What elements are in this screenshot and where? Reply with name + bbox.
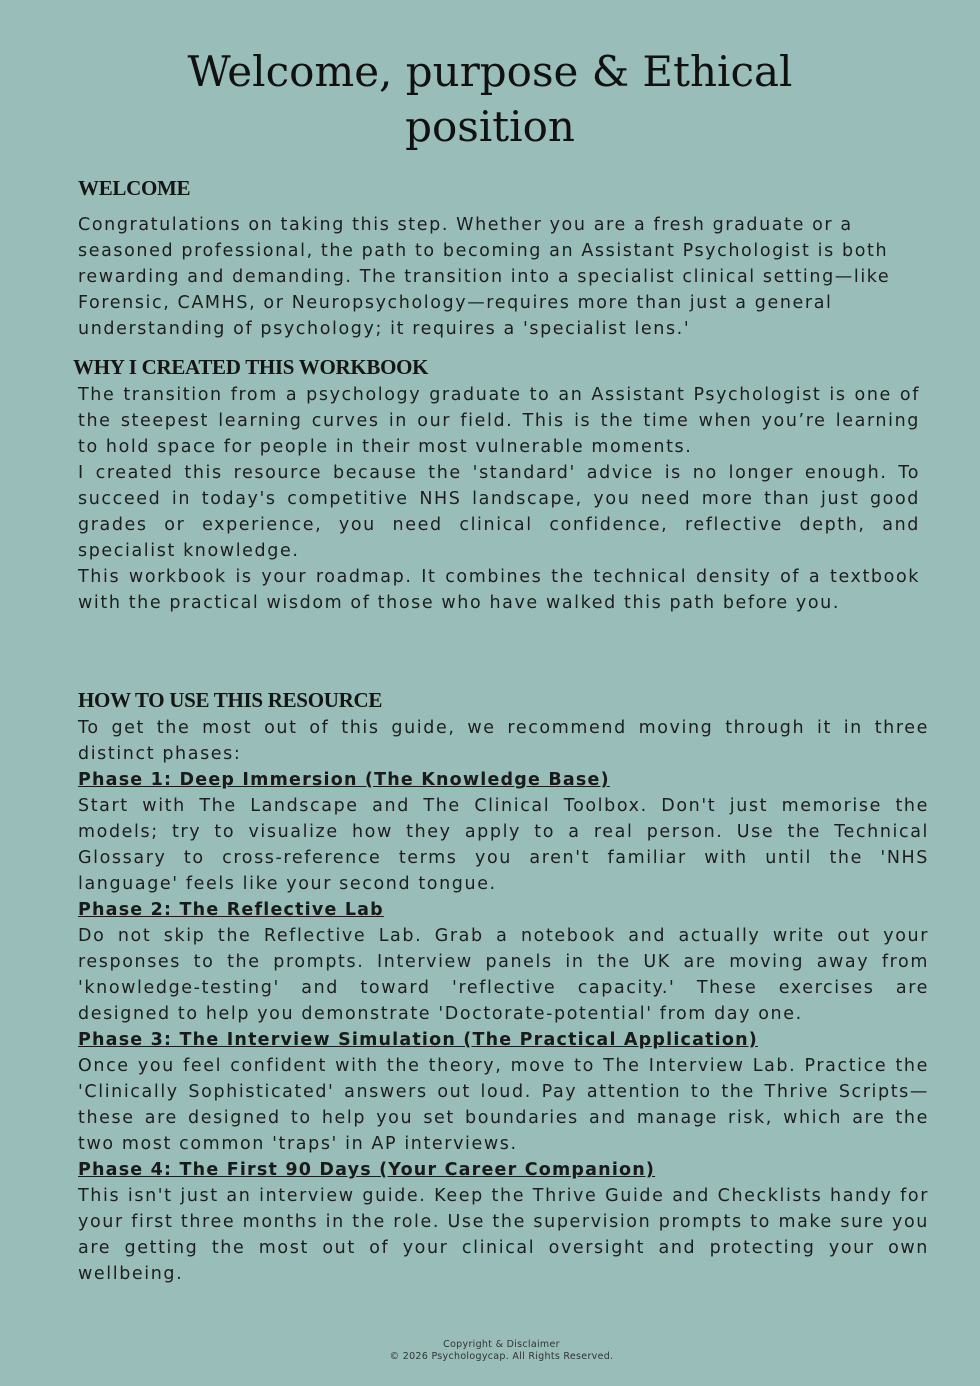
why-paragraph-3: This workbook is your roadmap. It combines the technical density of a textbook with the practical wisdom of those who have walked this path before you.	[78, 567, 920, 613]
phase-2-text: Do not skip the Reflective Lab. Grab a notebook and actually write out your responses to the prompts. Interview panels in the UK are moving away from 'knowledge-testing' and toward 'reflective capacity.' These exercises are designed to help you demonstrate 'Doctorate-potential' from day one.	[78, 926, 929, 1024]
phase-1-heading: Phase 1: Deep Immersion (The Knowledge Base)	[78, 770, 610, 790]
why-paragraph-1: The transition from a psychology graduate to an Assistant Psychologist is one of the steepest learning curves in our field. This is the time when you’re learning to hold space for people in their most vulnerable moments.	[78, 385, 920, 457]
page-title-line-1: Welcome, purpose & Ethical	[187, 47, 793, 96]
how-section-body	[78, 715, 929, 1287]
phase-4-text: This isn't just an interview guide. Keep the Thrive Guide and Checklists handy for your first three months in the role. Use the supervision prompts to make sure you are getting the most out of your clinical oversight and protecting your own wellbeing.	[78, 1186, 929, 1284]
phase-3-text: Once you feel confident with the theory, move to The Interview Lab. Practice the 'Clinically Sophisticated' answers out loud. Pay attention to the Thrive Scripts—these are designed to help you set boundaries and manage risk, which are the two most common 'traps' in AP interviews.	[78, 1056, 929, 1154]
phase-3-heading: Phase 3: The Interview Simulation (The Practical Application)	[78, 1030, 758, 1050]
why-paragraph-2: I created this resource because the 'standard' advice is no longer enough. To succeed in today's competitive NHS landscape, you need more than just good grades or experience, you need clinical confidence, reflective depth, and specialist knowledge.	[78, 463, 920, 561]
welcome-heading: WELCOME	[78, 176, 191, 200]
footer-copyright-notice: © 2026 Psychologycap. All Rights Reserved.	[389, 1351, 614, 1362]
page-title-line-2: position	[405, 102, 575, 151]
phase-2-heading: Phase 2: The Reflective Lab	[78, 900, 384, 920]
footer-copyright-heading: Copyright & Disclaimer	[443, 1339, 560, 1350]
why-heading: WHY I CREATED THIS WORKBOOK	[73, 355, 429, 379]
phase-1-text: Start with The Landscape and The Clinical Toolbox. Don't just memorise the models; try to visualize how they apply to a real person. Use the Technical Glossary to cross-reference terms you aren't familiar with until the 'NHS language' feels like your second tongue.	[78, 796, 929, 894]
why-section-body	[78, 382, 920, 616]
page-title	[0, 44, 980, 154]
footer	[0, 1339, 980, 1363]
welcome-text: Congratulations on taking this step. Whether you are a fresh graduate or a seasoned professional, the path to becoming an Assistant Psychologist is both rewarding and demanding. The transition into a specialist clinical setting—like Forensic, CAMHS, or Neuropsychology—requires more than just a general understanding of psychology; it requires a 'specialist lens.'	[78, 215, 891, 339]
how-heading: HOW TO USE THIS RESOURCE	[78, 688, 383, 712]
how-intro: To get the most out of this guide, we recommend moving through it in three distinct phases:	[78, 718, 929, 764]
phase-4-heading: Phase 4: The First 90 Days (Your Career Companion)	[78, 1160, 656, 1180]
